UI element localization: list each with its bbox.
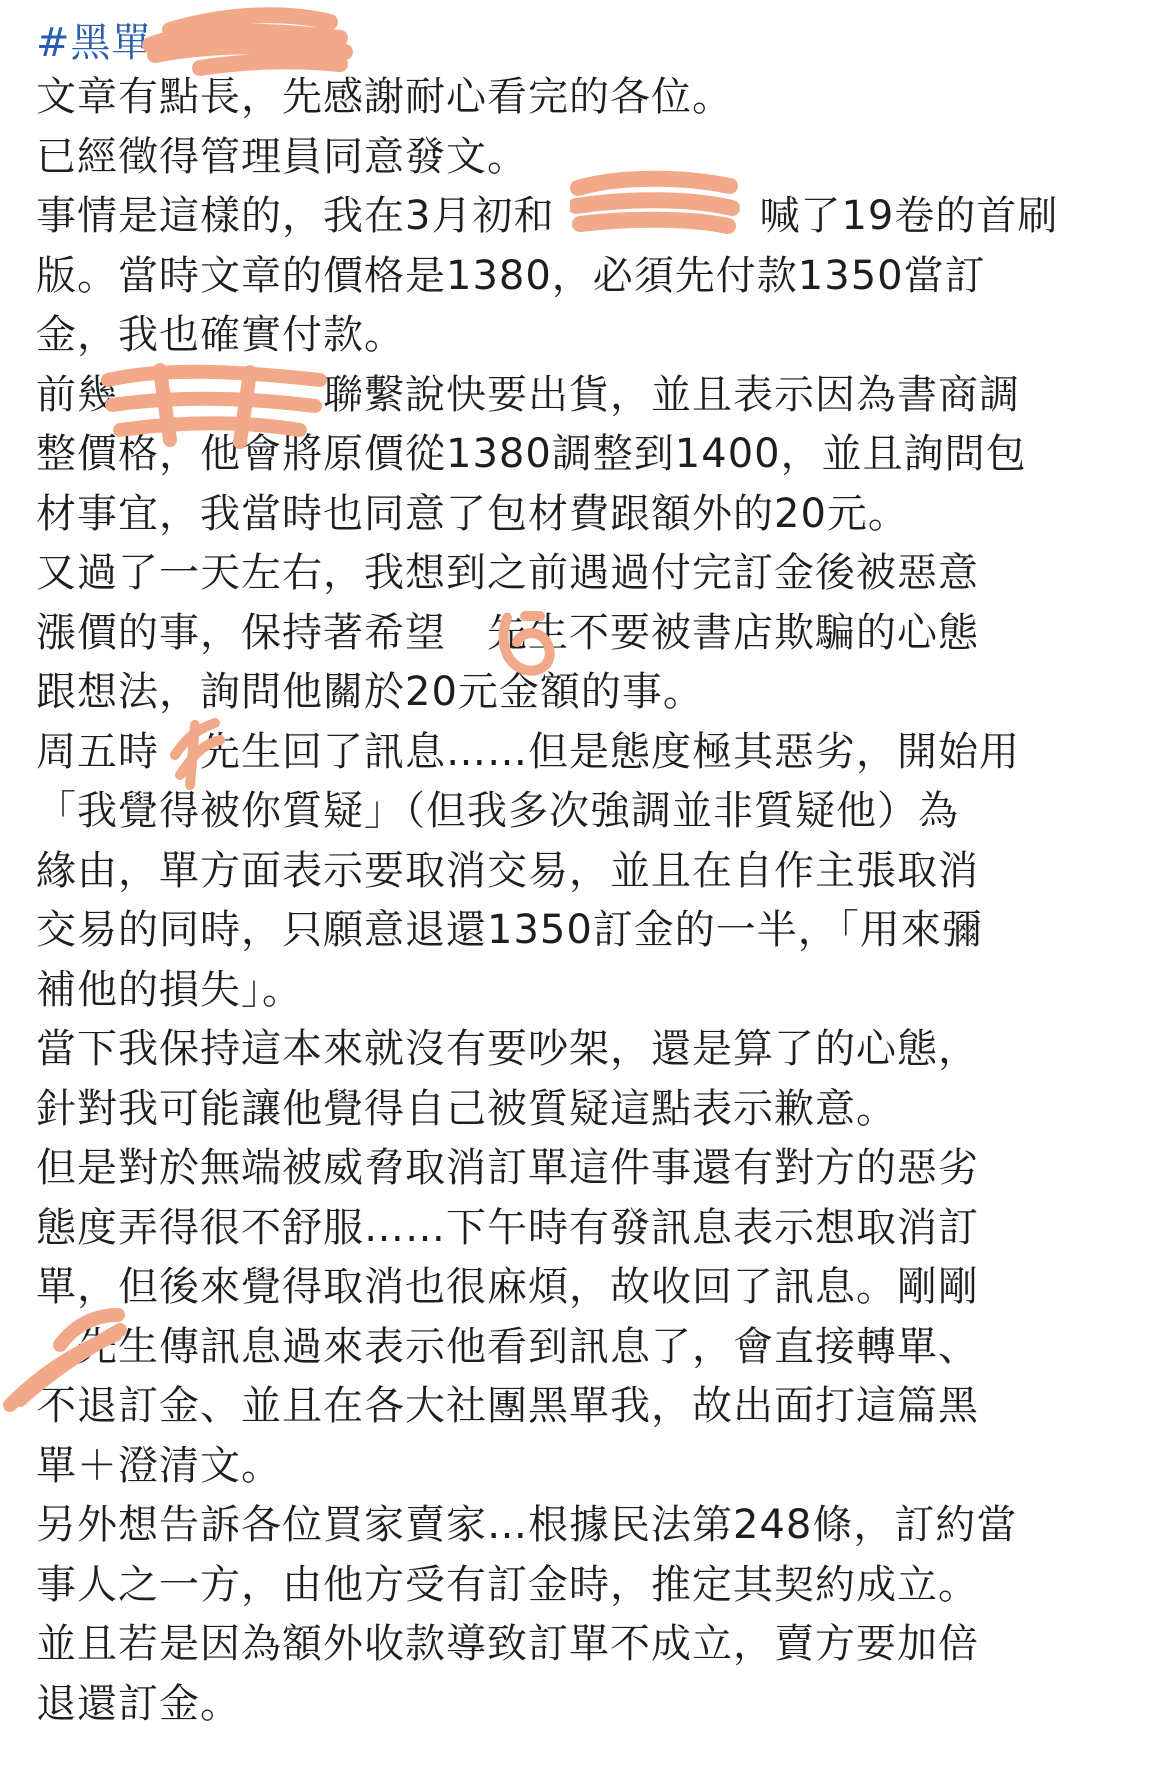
post-line: 漲價的事，保持著希望 先生不要被書店欺騙的心態	[36, 609, 979, 656]
post-line: 金，我也確實付款。	[36, 312, 405, 358]
post-body	[36, 18, 1146, 1734]
post-line: 當下我保持這本來就沒有要吵架，還是算了的心態，	[36, 1026, 979, 1072]
post-line: 材事宜，我當時也同意了包材費跟額外的20元。	[36, 490, 909, 537]
post-line: 整價格，他會將原價從1380調整到1400，並且詢問包	[36, 431, 1027, 477]
post-line: 又過了一天左右，我想到之前遇過付完訂金後被惡意	[36, 550, 979, 596]
post-line: 單，但後來覺得取消也很麻煩，故收回了訊息。剛剛	[36, 1264, 979, 1310]
post-line: 並且若是因為額外收款導致訂單不成立，賣方要加倍	[36, 1621, 979, 1667]
post-line: 針對我可能讓他覺得自己被質疑這點表示歉意。	[36, 1085, 897, 1132]
redaction-scribble	[570, 168, 740, 243]
post-line: 事人之一方，由他方受有訂金時，推定其契約成立。	[36, 1561, 979, 1608]
post-line: 緣由，單方面表示要取消交易，並且在自作主張取消	[36, 847, 979, 894]
post-line: 但是對於無端被威脅取消訂單這件事還有對方的惡劣	[36, 1145, 979, 1191]
redaction-scribble	[0, 1295, 130, 1415]
redaction-scribble	[100, 360, 330, 450]
post-text	[36, 68, 1146, 1734]
post-line: 先生傳訊息過來表示他看到訊息了，會直接轉單、	[36, 1323, 979, 1370]
post-line: 跟想法，詢問他關於20元金額的事。	[36, 669, 704, 715]
redaction-scribble	[495, 608, 565, 683]
post-line: 版。當時文章的價格是1380，必須先付款1350當訂	[36, 252, 986, 299]
post-line: 態度弄得很不舒服……下午時有發訊息表示想取消訂	[36, 1204, 979, 1251]
redaction-scribble	[140, 0, 360, 80]
post-line: 補他的損失」。	[36, 966, 303, 1013]
post-line: 已經徵得管理員同意發文。	[36, 133, 528, 180]
redaction-scribble	[160, 715, 235, 795]
post-line: 「我覺得被你質疑」（但我多次強調並非質疑他）為	[36, 788, 959, 834]
post-line: 交易的同時，只願意退還1350訂金的一半，「用來彌	[36, 907, 983, 953]
post-line: 前幾 聯繫說快要出貨，並且表示因為書商調	[36, 371, 1020, 418]
post-line: 周五時 先生回了訊息……但是態度極其惡劣，開始用	[36, 728, 1020, 775]
post-line: 另外想告訴各位買家賣家…根據民法第248條，訂約當	[36, 1502, 1018, 1548]
post-line: 不退訂金、並且在各大社團黑單我，故出面打這篇黑	[36, 1383, 979, 1429]
post-line: 退還訂金。	[36, 1680, 241, 1727]
post-line: 文章有點長，先感謝耐心看完的各位。	[36, 74, 733, 120]
hashtag-link[interactable]: #黑單	[36, 20, 153, 66]
post-line: 單＋澄清文。	[36, 1442, 282, 1489]
post-line: 事情是這樣的，我在3月初和 喊了19卷的首刷	[36, 193, 1059, 239]
